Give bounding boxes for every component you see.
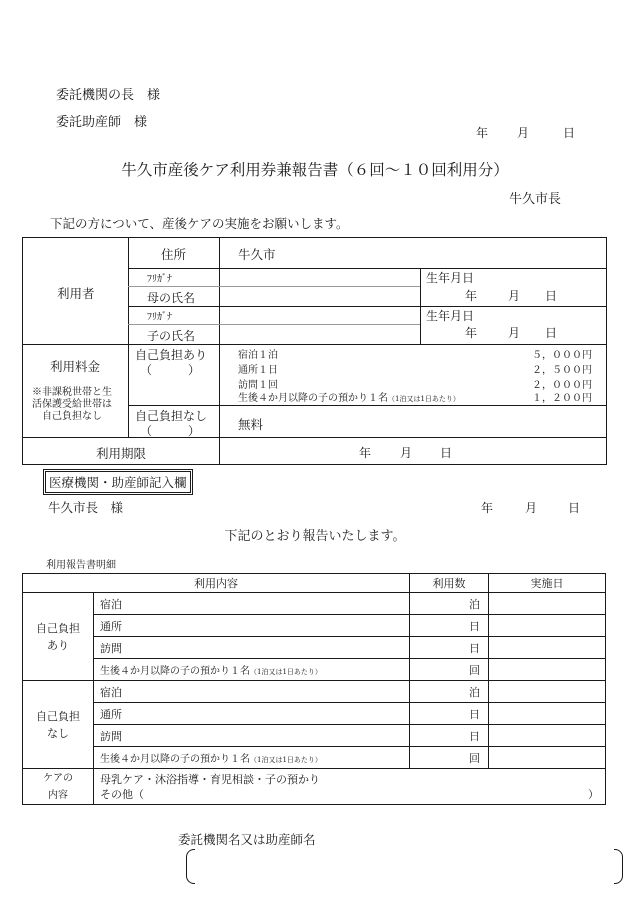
issuer: 牛久市長 [509,192,562,207]
fee-amount-childcare: １，２００円 [532,393,592,404]
provider-box: 医療機関・助産師記入欄 [45,471,191,493]
table-row [23,725,606,747]
fee-amount-visit: ２，０００円 [532,380,592,391]
group-label-no-self-pay: 自己負担 なし [23,681,94,769]
row-date-cell[interactable] [489,659,606,681]
row-date-cell[interactable] [489,593,606,615]
period-year: 年 [359,446,372,460]
table-row [23,637,606,659]
free-label: 無料 [238,417,264,432]
row-item: 生後４か月以降の子の預かり１名（1泊又は1日あたり） [94,659,410,681]
mother-birthdate-label: 生年月日 [426,271,475,285]
row-count-cell[interactable]: 日 [410,637,489,659]
child-birth-day: 日 [545,326,558,340]
row-item: 宿泊 [94,681,410,703]
care-content-cell[interactable]: 母乳ケア・沐浴指導・育児相談・子の預かり その他（ ） [94,769,606,805]
header-date: 実施日 [489,574,606,593]
table-row [23,681,606,703]
user-label: 利用者 [57,286,95,301]
page-title: 牛久市産後ケア利用券兼報告書（６回～１０回利用分） [121,161,509,179]
row-count-cell[interactable]: 日 [410,703,489,725]
date-day-label: 日 [563,126,576,140]
row-item: 訪問 [94,725,410,747]
signature-label: 委託機関名又は助産師名 [178,832,316,847]
report-date-day: 日 [568,501,581,515]
child-name-label: 子の氏名 [147,329,196,343]
row-count-cell[interactable]: 日 [410,615,489,637]
mother-birth-year: 年 [465,289,478,303]
mother-birth-day: 日 [545,289,558,303]
addressee-institution: 委託機関の長 様 [56,88,161,103]
table-row [23,747,606,769]
no-self-pay-paren: （ ） [140,424,201,438]
fee-amount-daycare: ２，５００円 [532,365,592,376]
row-item: 宿泊 [94,593,410,615]
period-label: 利用期限 [96,446,147,461]
detail-title: 利用報告書明細 [46,560,116,571]
date-month-label: 月 [517,126,530,140]
mother-furigana-label: ﾌﾘｶﾞﾅ [147,274,172,285]
report-date-month: 月 [525,501,538,515]
fee-amount-stay: ５，０００円 [532,350,592,361]
row-count-cell[interactable]: 泊 [410,593,489,615]
request-text: 下記の方について、産後ケアの実施をお願いします。 [50,216,349,231]
row-date-cell[interactable] [489,637,606,659]
header-count: 利用数 [410,574,489,593]
self-pay-paren: （ ） [140,363,201,377]
date-year-label: 年 [476,126,489,140]
fee-item-daycare: 通所１日 [238,365,278,376]
self-pay-label: 自己負担あり [135,348,208,362]
row-date-cell[interactable] [489,703,606,725]
signature-field[interactable] [186,849,623,884]
mother-birth-month: 月 [508,289,521,303]
row-item: 生後４か月以降の子の預かり１名（1泊又は1日あたり） [94,747,410,769]
care-content-row [23,769,606,805]
table-row [23,615,606,637]
care-content-label: ケアの 内容 [23,769,94,805]
group-label-self-pay: 自己負担 あり [23,593,94,681]
addressee-midwife: 委託助産師 様 [56,115,148,130]
row-count-cell[interactable]: 泊 [410,681,489,703]
row-count-cell[interactable]: 日 [410,725,489,747]
report-text: 下記のとおり報告いたします。 [224,529,406,544]
row-date-cell[interactable] [489,615,606,637]
row-date-cell[interactable] [489,681,606,703]
table-row [23,659,606,681]
report-date-year: 年 [481,501,494,515]
fee-item-stay: 宿泊１泊 [238,350,278,361]
period-day: 日 [440,446,453,460]
row-date-cell[interactable] [489,725,606,747]
address-label: 住所 [160,247,186,262]
row-item: 通所 [94,615,410,637]
table-row [23,703,606,725]
row-count-cell[interactable]: 回 [410,747,489,769]
row-item: 訪問 [94,637,410,659]
child-furigana-label: ﾌﾘｶﾞﾅ [147,312,172,323]
no-self-pay-label: 自己負担なし [135,409,208,423]
table-row [23,593,606,615]
child-birth-year: 年 [465,326,478,340]
row-date-cell[interactable] [489,747,606,769]
report-to: 牛久市長 様 [48,500,124,515]
period-month: 月 [400,446,413,460]
child-birth-month: 月 [508,326,521,340]
child-birthdate-label: 生年月日 [426,309,475,323]
fee-item-childcare: 生後４か月以降の子の預かり１名（1泊又は1日あたり） [238,393,460,404]
mother-name-label: 母の氏名 [147,291,196,305]
report-detail-table [22,573,606,805]
fee-label: 利用料金 [50,359,101,374]
header-content: 利用内容 [23,574,410,593]
fee-note: ※非課税世帯と生 活保護受給世帯は 自己負担なし [32,387,112,422]
row-item: 通所 [94,703,410,725]
address-value: 牛久市 [238,247,276,262]
fee-item-visit: 訪問１回 [238,380,278,391]
row-count-cell[interactable]: 回 [410,659,489,681]
